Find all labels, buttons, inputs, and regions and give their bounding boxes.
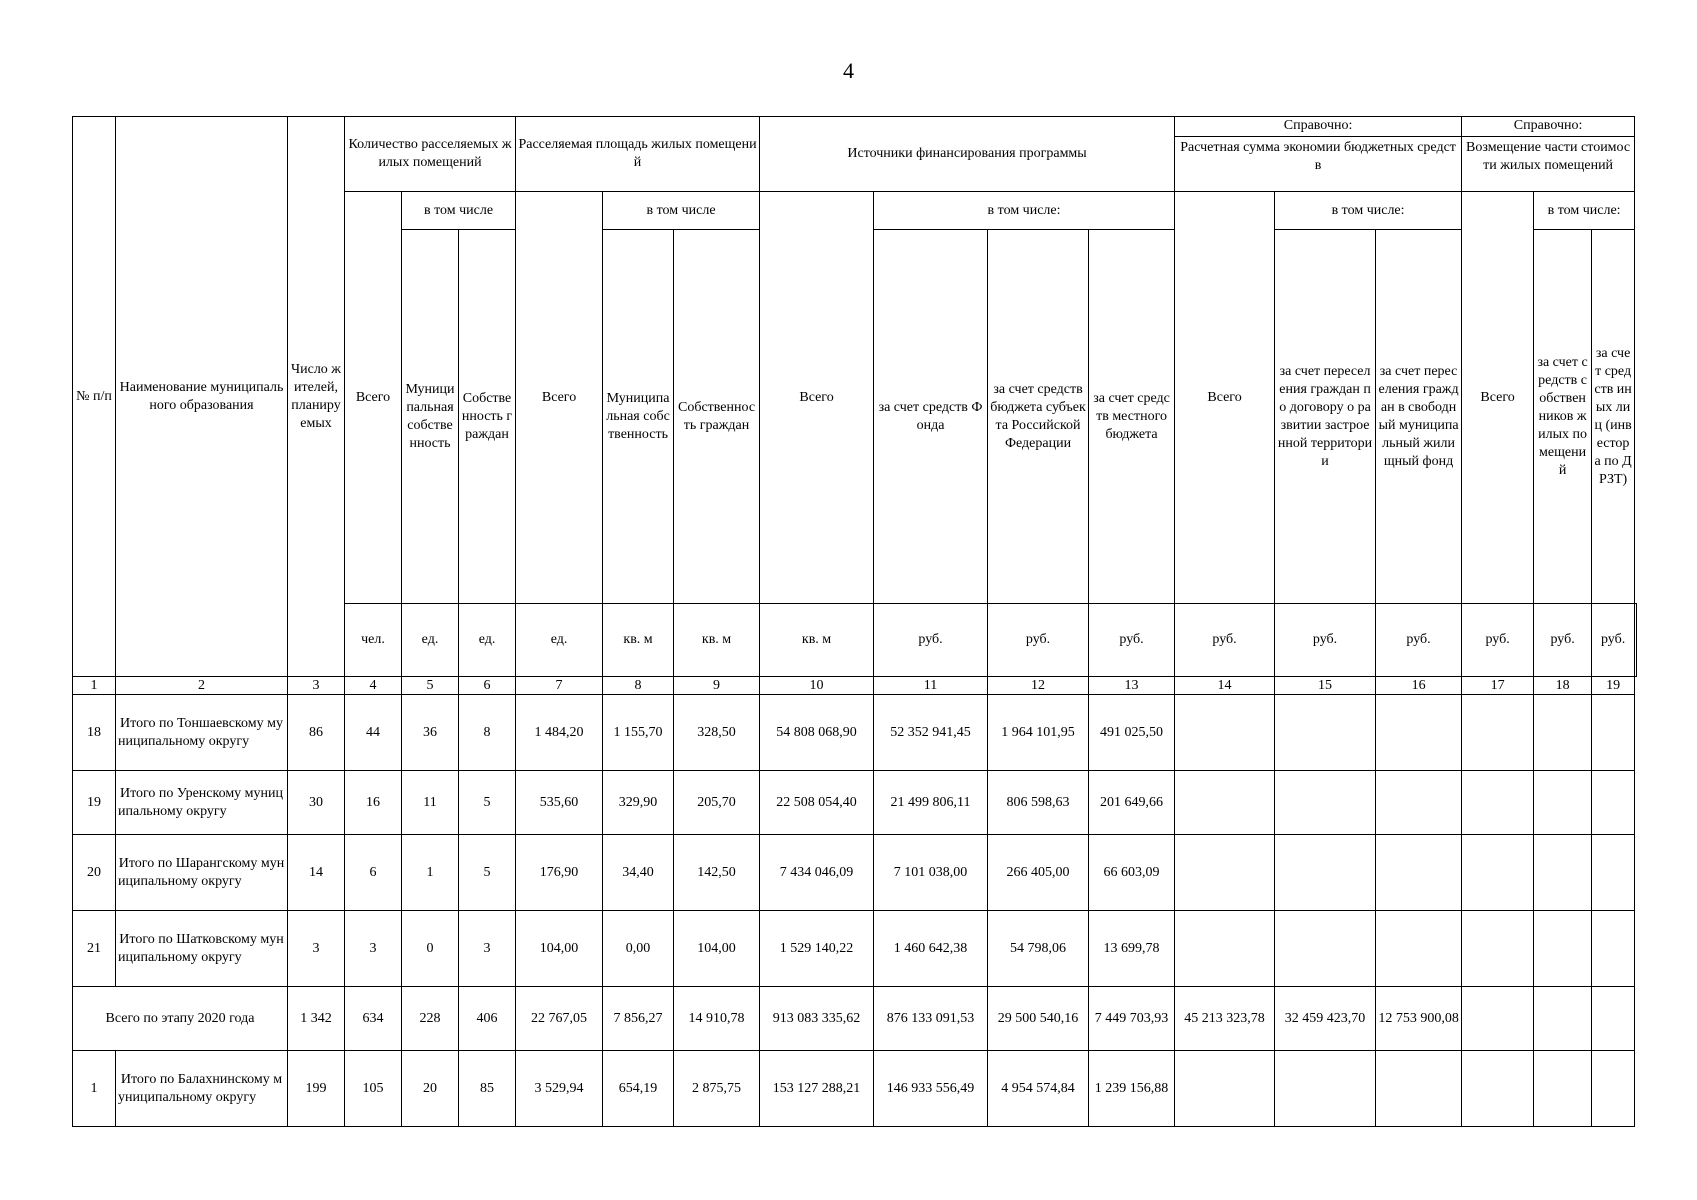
header-area-incl: в том числе	[603, 192, 760, 230]
unit-cell	[1635, 604, 1637, 677]
total-area-total: 22 767,05	[516, 987, 603, 1051]
empty-cell	[1534, 1051, 1592, 1127]
row-qty-citizens: 8	[459, 695, 516, 771]
row-src-total: 153 127 288,21	[760, 1051, 874, 1127]
header-num: № п/п	[73, 117, 116, 677]
unit-cell: ед.	[459, 604, 516, 677]
unit-cell: руб.	[1534, 604, 1592, 677]
row-name: Итого по Шатковскому муниципальному округу	[116, 911, 288, 987]
empty-cell	[1534, 771, 1592, 835]
col-number: 3	[288, 677, 345, 695]
col-number: 18	[1534, 677, 1592, 695]
row-src-fund: 21 499 806,11	[874, 771, 988, 835]
row-qty-total: 16	[345, 771, 402, 835]
empty-cell	[1534, 695, 1592, 771]
col-number: 16	[1376, 677, 1462, 695]
unit-cell: руб.	[988, 604, 1089, 677]
header-src-local: за счет средств местного бюджета	[1089, 230, 1175, 604]
empty-cell	[1376, 1051, 1462, 1127]
row-residents: 14	[288, 835, 345, 911]
empty-cell	[1376, 771, 1462, 835]
empty-cell	[1175, 695, 1275, 771]
row-qty-citizens: 5	[459, 771, 516, 835]
header-src-incl: в том числе:	[874, 192, 1175, 230]
row-qty-municipal: 20	[402, 1051, 459, 1127]
col-number: 12	[988, 677, 1089, 695]
header-savings-label: Расчетная сумма экономии бюджетных средств	[1180, 140, 1456, 173]
row-area-municipal: 329,90	[603, 771, 674, 835]
col-number: 1	[73, 677, 116, 695]
header-reimbursement-label: Возмещение части стоимости жилых помещений	[1466, 140, 1631, 173]
empty-cell	[1592, 835, 1635, 911]
empty-cell	[1462, 911, 1534, 987]
header-municipality: Наименование муниципального образования	[116, 117, 288, 677]
header-src-subject: за счет средств бюджета субъекта Российской Федерации	[988, 230, 1089, 604]
unit-cell: руб.	[1089, 604, 1175, 677]
empty-cell	[1275, 695, 1376, 771]
row-num: 21	[73, 911, 116, 987]
row-area-citizens: 2 875,75	[674, 1051, 760, 1127]
row-qty-citizens: 85	[459, 1051, 516, 1127]
row-residents: 86	[288, 695, 345, 771]
row-num: 1	[73, 1051, 116, 1127]
empty-cell	[1175, 771, 1275, 835]
col-number: 8	[603, 677, 674, 695]
empty-cell	[1376, 695, 1462, 771]
row-src-total: 22 508 054,40	[760, 771, 874, 835]
header-reimbursement	[1462, 117, 1635, 192]
empty-cell	[1275, 1051, 1376, 1127]
row-qty-municipal: 0	[402, 911, 459, 987]
row-qty-municipal: 1	[402, 835, 459, 911]
row-qty-citizens: 5	[459, 835, 516, 911]
header-qty-citizens: Собственность граждан	[459, 230, 516, 604]
empty-cell	[1534, 911, 1592, 987]
unit-cell: кв. м	[603, 604, 674, 677]
row-src-local: 201 649,66	[1089, 771, 1175, 835]
col-number: 11	[874, 677, 988, 695]
row-area-total: 3 529,94	[516, 1051, 603, 1127]
header-savings	[1175, 117, 1462, 192]
empty-cell	[1462, 987, 1534, 1051]
header-ref2-investor: за счет средств иных лиц (инвестора по ДРЗТ)	[1592, 230, 1635, 604]
total-qty-citizens: 406	[459, 987, 516, 1051]
empty-cell	[1275, 911, 1376, 987]
empty-cell	[1462, 1051, 1534, 1127]
header-src-total: Всего	[760, 192, 874, 604]
row-name: Итого по Балахнинскому муниципальному округу	[116, 1051, 288, 1127]
empty-cell	[1592, 987, 1635, 1051]
table-row	[73, 835, 1637, 911]
row-area-citizens: 104,00	[674, 911, 760, 987]
header-ref1-total: Всего	[1175, 192, 1275, 604]
row-src-local: 1 239 156,88	[1089, 1051, 1175, 1127]
unit-cell: кв. м	[674, 604, 760, 677]
total-qty-total: 634	[345, 987, 402, 1051]
unit-cell: чел.	[345, 604, 402, 677]
header-ref2-total: Всего	[1462, 192, 1534, 604]
row-src-fund: 52 352 941,45	[874, 695, 988, 771]
header-ref2-owners: за счет средств собственников жилых помещений	[1534, 230, 1592, 604]
row-area-citizens: 142,50	[674, 835, 760, 911]
row-area-municipal: 34,40	[603, 835, 674, 911]
column-number-row	[73, 677, 1637, 695]
empty-cell	[1592, 1051, 1635, 1127]
unit-cell: руб.	[874, 604, 988, 677]
empty-cell	[1175, 835, 1275, 911]
row-area-total: 1 484,20	[516, 695, 603, 771]
row-residents: 199	[288, 1051, 345, 1127]
unit-cell: руб.	[1592, 604, 1635, 677]
total-src-fund: 876 133 091,53	[874, 987, 988, 1051]
col-number: 5	[402, 677, 459, 695]
empty-cell	[1462, 835, 1534, 911]
empty-cell	[1275, 771, 1376, 835]
col-number: 19	[1592, 677, 1635, 695]
row-src-subject: 54 798,06	[988, 911, 1089, 987]
total-area-municipal: 7 856,27	[603, 987, 674, 1051]
header-area-total: Всего	[516, 192, 603, 604]
col-number: 13	[1089, 677, 1175, 695]
header-area: Расселяемая площадь жилых помещений	[516, 117, 760, 192]
row-src-subject: 4 954 574,84	[988, 1051, 1089, 1127]
col-number: 9	[674, 677, 760, 695]
row-num: 19	[73, 771, 116, 835]
header-qty-municipal: Муниципальная собственность	[402, 230, 459, 604]
row-area-municipal: 654,19	[603, 1051, 674, 1127]
col-number: 4	[345, 677, 402, 695]
empty-cell	[1592, 695, 1635, 771]
col-number: 10	[760, 677, 874, 695]
row-src-subject: 806 598,63	[988, 771, 1089, 835]
header-reimbursement-ref: Справочно:	[1462, 117, 1634, 137]
empty-cell	[1592, 771, 1635, 835]
empty-cell	[1376, 835, 1462, 911]
row-area-citizens: 205,70	[674, 771, 760, 835]
row-qty-total: 6	[345, 835, 402, 911]
total-ref1-total: 45 213 323,78	[1175, 987, 1275, 1051]
header-residents: Число жителей, планируемых	[288, 117, 345, 677]
row-src-subject: 266 405,00	[988, 835, 1089, 911]
col-number: 6	[459, 677, 516, 695]
row-area-total: 104,00	[516, 911, 603, 987]
header-funding-sources: Источники финансирования программы	[760, 117, 1175, 192]
header-src-fund: за счет средств Фонда	[874, 230, 988, 604]
total-area-citizens: 14 910,78	[674, 987, 760, 1051]
empty-cell	[1462, 771, 1534, 835]
col-number: 14	[1175, 677, 1275, 695]
header-ref2-incl: в том числе:	[1534, 192, 1635, 230]
row-src-local: 13 699,78	[1089, 911, 1175, 987]
row-src-total: 54 808 068,90	[760, 695, 874, 771]
row-qty-municipal: 11	[402, 771, 459, 835]
row-name: Итого по Тоншаевскому муниципальному округу	[116, 695, 288, 771]
row-area-total: 176,90	[516, 835, 603, 911]
empty-cell	[1592, 911, 1635, 987]
total-ref1-free-fund: 12 753 900,08	[1376, 987, 1462, 1051]
row-residents: 3	[288, 911, 345, 987]
row-area-citizens: 328,50	[674, 695, 760, 771]
unit-cell: руб.	[1462, 604, 1534, 677]
total-src-subject: 29 500 540,16	[988, 987, 1089, 1051]
empty-cell	[1175, 1051, 1275, 1127]
header-ref1-incl: в том числе:	[1275, 192, 1462, 230]
col-number: 7	[516, 677, 603, 695]
row-qty-municipal: 36	[402, 695, 459, 771]
row-src-local: 491 025,50	[1089, 695, 1175, 771]
row-name: Итого по Уренскому муниципальному округу	[116, 771, 288, 835]
total-src-total: 913 083 335,62	[760, 987, 874, 1051]
header-area-citizens: Собственность граждан	[674, 230, 760, 604]
header-savings-ref: Справочно:	[1175, 117, 1461, 137]
empty-cell	[1462, 695, 1534, 771]
row-src-subject: 1 964 101,95	[988, 695, 1089, 771]
row-qty-total: 44	[345, 695, 402, 771]
total-row	[73, 987, 1637, 1051]
header-area-municipal: Муниципальная собственность	[603, 230, 674, 604]
row-src-fund: 1 460 642,38	[874, 911, 988, 987]
header-qty-incl: в том числе	[402, 192, 516, 230]
unit-cell: ед.	[516, 604, 603, 677]
header-premises-count: Количество расселяемых жилых помещений	[345, 117, 516, 192]
row-src-local: 66 603,09	[1089, 835, 1175, 911]
empty-cell	[1534, 987, 1592, 1051]
table-row	[73, 771, 1637, 835]
row-num: 18	[73, 695, 116, 771]
col-number: 2	[116, 677, 288, 695]
total-qty-municipal: 228	[402, 987, 459, 1051]
col-number: 15	[1275, 677, 1376, 695]
row-residents: 30	[288, 771, 345, 835]
total-src-local: 7 449 703,93	[1089, 987, 1175, 1051]
resettlement-table	[72, 116, 1637, 1127]
total-residents: 1 342	[288, 987, 345, 1051]
row-src-fund: 7 101 038,00	[874, 835, 988, 911]
header-ref1-territory: за счет переселения граждан по договору о развитии застроенной территории	[1275, 230, 1376, 604]
table-row	[73, 911, 1637, 987]
row-qty-total: 3	[345, 911, 402, 987]
row-area-total: 535,60	[516, 771, 603, 835]
empty-cell	[1534, 835, 1592, 911]
row-area-municipal: 0,00	[603, 911, 674, 987]
row-qty-citizens: 3	[459, 911, 516, 987]
col-number: 17	[1462, 677, 1534, 695]
unit-cell: ед.	[402, 604, 459, 677]
table-row	[73, 695, 1637, 771]
row-num: 20	[73, 835, 116, 911]
row-area-municipal: 1 155,70	[603, 695, 674, 771]
unit-cell: руб.	[1275, 604, 1376, 677]
header-qty-total: Всего	[345, 192, 402, 604]
unit-cell: кв. м	[760, 604, 874, 677]
total-label: Всего по этапу 2020 года	[73, 987, 288, 1051]
empty-cell	[1376, 911, 1462, 987]
unit-cell: руб.	[1175, 604, 1275, 677]
page-number: 4	[843, 58, 854, 83]
row-name: Итого по Шарангскому муниципальному округу	[116, 835, 288, 911]
row-src-total: 1 529 140,22	[760, 911, 874, 987]
row-qty-total: 105	[345, 1051, 402, 1127]
header-ref1-free-fund: за счет переселения граждан в свободный муниципальный жилищный фонд	[1376, 230, 1462, 604]
table-row	[73, 1051, 1637, 1127]
empty-cell	[1275, 835, 1376, 911]
row-src-fund: 146 933 556,49	[874, 1051, 988, 1127]
unit-cell: руб.	[1376, 604, 1462, 677]
row-src-total: 7 434 046,09	[760, 835, 874, 911]
empty-cell	[1175, 911, 1275, 987]
total-ref1-territory: 32 459 423,70	[1275, 987, 1376, 1051]
